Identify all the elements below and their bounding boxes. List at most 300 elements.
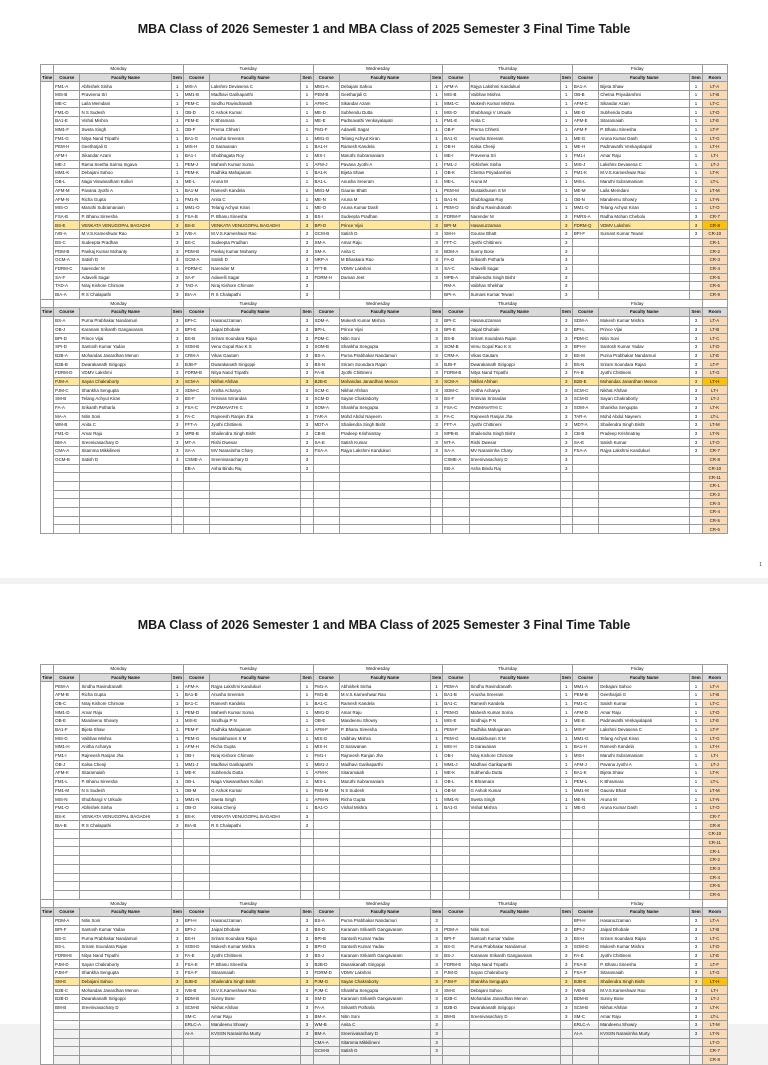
- semester-cell: 3: [171, 264, 183, 273]
- faculty-name-cell: Rajya Lakshmi Kandukuri: [339, 447, 430, 456]
- course-header: Course: [183, 908, 209, 917]
- faculty-name-cell: Satish Kumar: [599, 699, 690, 708]
- time-slot-cell: [41, 82, 54, 299]
- course-code-cell: BS-M: [572, 351, 598, 360]
- semester-cell: 3: [431, 369, 443, 378]
- semester-cell: 1: [431, 177, 443, 186]
- faculty-name-cell: Rama Seetha Sarma Ingava: [80, 160, 171, 169]
- faculty-name-cell: Sunny Bose: [210, 995, 301, 1004]
- course-code-cell: BDM-A: [443, 247, 469, 256]
- semester-cell: 1: [431, 169, 443, 178]
- semester-cell: [690, 1047, 702, 1056]
- faculty-name-cell: Gaurav Bhatt: [599, 786, 690, 795]
- table-row: [41, 717, 728, 726]
- faculty-name-cell: Debajani Sahoo: [80, 169, 171, 178]
- semester-cell: 3: [560, 1012, 572, 1021]
- course-code-cell: [313, 873, 339, 882]
- course-header: Course: [572, 73, 598, 82]
- semester-cell: 1: [301, 134, 313, 143]
- semester-cell: [560, 499, 572, 508]
- faculty-name-cell: Niraj Kishore Chimote: [469, 751, 560, 760]
- course-code-cell: BM-A: [54, 438, 80, 447]
- faculty-name-cell: Pavana Jyothi A: [599, 760, 690, 769]
- course-code-cell: PEM-M: [443, 186, 469, 195]
- course-code-cell: [313, 821, 339, 830]
- course-code-cell: [54, 890, 80, 899]
- faculty-name-cell: Maruthi Subramaniam: [339, 151, 430, 160]
- course-code-cell: FDRM-Q: [572, 221, 598, 230]
- semester-cell: 1: [301, 717, 313, 726]
- day-header-blank: [41, 299, 54, 308]
- course-code-cell: [313, 516, 339, 525]
- room-cell: LT-L: [702, 1012, 727, 1021]
- course-code-cell: BPI-J: [572, 925, 598, 934]
- semester-cell: [431, 864, 443, 873]
- course-code-cell: AFM-K: [54, 769, 80, 778]
- faculty-name-cell: [80, 525, 171, 534]
- course-header: Course: [183, 308, 209, 317]
- semester-cell: 1: [690, 795, 702, 804]
- course-code-cell: BS-N: [572, 360, 598, 369]
- faculty-name-cell: Mukesh Kumar Mishra: [599, 943, 690, 952]
- table-row: [41, 264, 728, 273]
- course-code-cell: BPI-D: [313, 943, 339, 952]
- semester-cell: 3: [171, 369, 183, 378]
- course-code-cell: SPI-D: [54, 343, 80, 352]
- course-code-cell: BPI-D: [313, 221, 339, 230]
- course-code-cell: MPB-B: [183, 429, 209, 438]
- course-code-cell: FSA-C: [443, 403, 469, 412]
- semester-cell: [431, 838, 443, 847]
- course-code-cell: SA-E: [313, 438, 339, 447]
- faculty-name-cell: Laila Memdani: [599, 186, 690, 195]
- course-code-cell: BS-K: [183, 812, 209, 821]
- course-code-cell: [313, 847, 339, 856]
- semester-cell: 1: [431, 204, 443, 213]
- faculty-name-cell: Debajani Sahoo: [469, 986, 560, 995]
- course-code-cell: AFM-N: [54, 195, 80, 204]
- room-cell: CR-3: [702, 499, 727, 508]
- semester-cell: 1: [690, 134, 702, 143]
- faculty-name-cell: K Bhramara: [599, 777, 690, 786]
- semester-cell: 3: [690, 1021, 702, 1030]
- semester-cell: 3: [690, 1029, 702, 1038]
- semester-cell: 3: [171, 969, 183, 978]
- semester-cell: 3: [431, 977, 443, 986]
- semester-cell: 1: [431, 691, 443, 700]
- semester-cell: 1: [171, 117, 183, 126]
- semester-cell: [431, 290, 443, 299]
- semester-cell: [690, 256, 702, 265]
- faculty-name-cell: Mahesh Kumar Soma: [469, 708, 560, 717]
- faculty-name-cell: Anusha Sreeram: [339, 177, 430, 186]
- faculty-name-cell: Rajneesh Ranjan Jha: [339, 751, 430, 760]
- course-code-cell: BIA-A: [183, 290, 209, 299]
- day-header-monday: Monday: [54, 65, 184, 74]
- table-row: [41, 925, 728, 934]
- semester-cell: 3: [171, 995, 183, 1004]
- room-cell: CR-2: [702, 247, 727, 256]
- course-code-cell: AFM-C: [313, 99, 339, 108]
- course-code-cell: SM-A: [313, 238, 339, 247]
- faculty-name-cell: Dwarakanath Sirigoppi: [469, 1003, 560, 1012]
- room-cell: LT-L: [702, 177, 727, 186]
- semester-cell: 3: [301, 325, 313, 334]
- faculty-name-cell: Sweta Singh: [469, 795, 560, 804]
- sem-header: Sem: [302, 74, 312, 80]
- faculty-name-cell: Sayan Chakraborty: [80, 377, 171, 386]
- course-header: Course: [572, 673, 598, 682]
- faculty-name-cell: [80, 838, 171, 847]
- course-code-cell: CSME-A: [183, 455, 209, 464]
- semester-cell: 3: [690, 212, 702, 221]
- faculty-name-cell: Shubhagata Roy: [469, 195, 560, 204]
- semester-cell: 3: [431, 1038, 443, 1047]
- course-code-cell: [572, 499, 598, 508]
- faculty-name-cell: [469, 830, 560, 839]
- faculty-name-cell: Maruthi Subramaniam: [80, 204, 171, 213]
- day-header-thursday: Thursday: [443, 299, 573, 308]
- semester-cell: 3: [171, 230, 183, 239]
- day-header-monday: Monday: [54, 299, 184, 308]
- faculty-name-cell: Vishal Mishra: [339, 804, 430, 813]
- course-code-cell: BM-B: [443, 1012, 469, 1021]
- faculty-name-cell: P. Bhanu Sireesha: [80, 777, 171, 786]
- faculty-header: Faculty Name: [210, 308, 301, 317]
- table-row: [41, 256, 728, 265]
- course-code-cell: PEM-J: [183, 160, 209, 169]
- semester-cell: 1: [301, 725, 313, 734]
- faculty-name-cell: Sitaramaiah: [599, 969, 690, 978]
- course-code-cell: BA1-N: [443, 195, 469, 204]
- semester-cell: 1: [431, 725, 443, 734]
- semester-cell: 3: [301, 256, 313, 265]
- faculty-name-cell: [599, 473, 690, 482]
- course-code-cell: CSME-A: [443, 455, 469, 464]
- semester-cell: 3: [171, 282, 183, 291]
- semester-cell: 3: [171, 438, 183, 447]
- faculty-name-cell: Sitaramaiah: [599, 117, 690, 126]
- semester-cell: 3: [560, 238, 572, 247]
- semester-cell: 1: [431, 751, 443, 760]
- faculty-name-cell: [339, 516, 430, 525]
- course-code-cell: [572, 508, 598, 517]
- course-code-cell: MM1-M: [313, 186, 339, 195]
- faculty-name-cell: Nikhat Afshan: [210, 1003, 301, 1012]
- semester-cell: 3: [171, 812, 183, 821]
- faculty-name-cell: [80, 508, 171, 517]
- semester-cell: 1: [560, 699, 572, 708]
- semester-cell: 1: [301, 743, 313, 752]
- semester-cell: [560, 864, 572, 873]
- faculty-name-cell: [210, 473, 301, 482]
- course-code-cell: IVB-A: [54, 230, 80, 239]
- course-code-cell: PEM-F: [183, 725, 209, 734]
- semester-cell: 1: [560, 743, 572, 752]
- semester-cell: [171, 1038, 183, 1047]
- course-code-cell: IVB-B: [572, 986, 598, 995]
- course-header: Course: [443, 673, 469, 682]
- room-cell: LT-J: [702, 160, 727, 169]
- semester-cell: [431, 525, 443, 534]
- course-code-cell: ME-M: [572, 186, 598, 195]
- course-code-cell: [313, 482, 339, 491]
- table-row: [41, 525, 728, 534]
- table-row: [41, 316, 728, 325]
- course-code-cell: SOM-B: [313, 343, 339, 352]
- course-code-cell: [572, 1038, 598, 1047]
- semester-cell: 1: [301, 186, 313, 195]
- day-header-blank: [41, 665, 54, 674]
- faculty-name-cell: Sindhu Ravindranath: [210, 99, 301, 108]
- semester-cell: 3: [431, 403, 443, 412]
- course-code-cell: FA-E: [183, 951, 209, 960]
- semester-cell: 3: [301, 1029, 313, 1038]
- course-code-cell: [313, 490, 339, 499]
- semester-cell: 1: [171, 734, 183, 743]
- semester-cell: [560, 821, 572, 830]
- sem-header: Sem: [561, 674, 571, 680]
- faculty-name-cell: Santosh Kumar Yadav: [469, 934, 560, 943]
- semester-cell: 3: [560, 995, 572, 1004]
- faculty-name-cell: Nitya Nand Tripathi: [80, 134, 171, 143]
- semester-cell: 1: [301, 708, 313, 717]
- faculty-name-cell: [80, 1012, 171, 1021]
- faculty-name-cell: Geetharjali G: [80, 143, 171, 152]
- semester-cell: 3: [690, 438, 702, 447]
- semester-cell: [690, 1055, 702, 1064]
- course-code-cell: BS-D: [313, 925, 339, 934]
- course-code-cell: PJM-D: [54, 960, 80, 969]
- faculty-name-cell: [599, 482, 690, 491]
- semester-cell: 1: [690, 117, 702, 126]
- course-code-cell: [54, 873, 80, 882]
- faculty-name-cell: [80, 482, 171, 491]
- faculty-name-cell: Sreenivasachary D: [469, 455, 560, 464]
- faculty-name-cell: Karanam Srikanth Gangavaram: [80, 325, 171, 334]
- faculty-name-cell: [469, 856, 560, 865]
- faculty-name-cell: [599, 238, 690, 247]
- faculty-name-cell: Dwarakanath Sirigoppi: [469, 360, 560, 369]
- semester-cell: 3: [171, 247, 183, 256]
- course-code-cell: MIS-F: [572, 725, 598, 734]
- course-code-cell: FSA-F: [572, 969, 598, 978]
- course-code-cell: FFT-B: [313, 264, 339, 273]
- table-row: [41, 108, 728, 117]
- semester-cell: 1: [301, 108, 313, 117]
- faculty-header: Faculty Name: [80, 673, 171, 682]
- room-cell: LT-A: [702, 682, 727, 691]
- course-code-cell: [443, 890, 469, 899]
- faculty-name-cell: Radhika Mahajanam: [210, 169, 301, 178]
- course-code-cell: FDRM-C: [54, 264, 80, 273]
- faculty-name-cell: Jyothi Chittineni: [210, 951, 301, 960]
- faculty-header: Faculty Name: [599, 673, 690, 682]
- faculty-name-cell: Shubhagata Roy: [210, 151, 301, 160]
- course-code-cell: [572, 873, 598, 882]
- faculty-name-cell: [210, 838, 301, 847]
- semester-cell: 3: [431, 916, 443, 925]
- semester-cell: 3: [301, 429, 313, 438]
- semester-cell: 3: [690, 403, 702, 412]
- semester-cell: 1: [171, 177, 183, 186]
- semester-cell: 1: [301, 769, 313, 778]
- semester-cell: 1: [171, 743, 183, 752]
- course-code-cell: [54, 508, 80, 517]
- semester-cell: [431, 830, 443, 839]
- faculty-name-cell: [469, 821, 560, 830]
- room-cell: CR-7: [702, 812, 727, 821]
- faculty-name-cell: Jyothi Chittineni: [469, 238, 560, 247]
- course-code-cell: FM1-I: [313, 751, 339, 760]
- course-code-cell: [183, 525, 209, 534]
- faculty-name-cell: Satish D: [210, 256, 301, 265]
- course-code-cell: MM1-A: [313, 82, 339, 91]
- course-code-cell: [443, 830, 469, 839]
- course-code-cell: FM1-I: [572, 151, 598, 160]
- course-code-cell: [183, 856, 209, 865]
- faculty-name-cell: Bijeta Shaw: [599, 82, 690, 91]
- faculty-name-cell: MV Narasimha Chary: [469, 447, 560, 456]
- course-code-cell: [572, 847, 598, 856]
- faculty-name-cell: D Saravanan: [469, 743, 560, 752]
- semester-cell: [560, 1038, 572, 1047]
- room-cell: CR-10: [702, 830, 727, 839]
- semester-cell: 3: [171, 447, 183, 456]
- course-code-cell: BA1-K: [572, 769, 598, 778]
- faculty-name-cell: Bijeta Shaw: [599, 769, 690, 778]
- course-code-cell: ME-J: [54, 160, 80, 169]
- faculty-name-cell: Rajya Lakshmi Kandukuri: [599, 447, 690, 456]
- room-cell: CR-4: [702, 873, 727, 882]
- semester-cell: 1: [431, 760, 443, 769]
- faculty-name-cell: Hasanuzzaman: [469, 316, 560, 325]
- semester-cell: 3: [431, 969, 443, 978]
- semester-cell: [431, 499, 443, 508]
- semester-cell: [690, 864, 702, 873]
- semester-cell: 3: [560, 221, 572, 230]
- course-code-cell: BS-J: [313, 951, 339, 960]
- course-code-cell: AFM-E: [572, 117, 598, 126]
- course-code-cell: FA-A: [313, 1003, 339, 1012]
- faculty-name-cell: Aruna Kumar Dash: [599, 804, 690, 813]
- room-cell: LT-L: [702, 777, 727, 786]
- semester-cell: 1: [171, 160, 183, 169]
- table-row: [41, 873, 728, 882]
- course-code-cell: BA1-B: [443, 691, 469, 700]
- course-code-cell: MM1-C: [443, 99, 469, 108]
- course-code-cell: B2B-D: [313, 960, 339, 969]
- semester-cell: 3: [560, 273, 572, 282]
- faculty-name-cell: Sitamma Mikkilineni: [80, 447, 171, 456]
- sem-header: Sem: [302, 674, 312, 680]
- semester-cell: 1: [301, 682, 313, 691]
- course-code-cell: BS-A: [313, 916, 339, 925]
- course-code-cell: BA1-G: [443, 134, 469, 143]
- semester-cell: 3: [301, 438, 313, 447]
- faculty-name-cell: [210, 482, 301, 491]
- semester-cell: 3: [431, 943, 443, 952]
- faculty-name-cell: Anita C: [80, 421, 171, 430]
- semester-cell: 3: [171, 290, 183, 299]
- course-code-cell: MIS-J: [572, 160, 598, 169]
- course-code-cell: [572, 455, 598, 464]
- table-row: [41, 473, 728, 482]
- faculty-name-cell: [469, 1047, 560, 1056]
- course-code-cell: MM1-O: [572, 204, 598, 213]
- faculty-name-cell: Rajya Lakshmi Kandukuri: [210, 682, 301, 691]
- course-code-cell: MM1-J: [313, 760, 339, 769]
- faculty-name-cell: [339, 282, 430, 291]
- semester-cell: 1: [690, 125, 702, 134]
- course-code-cell: OB-J: [54, 760, 80, 769]
- course-code-cell: MIS-G: [54, 734, 80, 743]
- course-code-cell: [183, 890, 209, 899]
- course-code-cell: MIS-L: [572, 177, 598, 186]
- course-code-cell: [313, 525, 339, 534]
- semester-cell: 3: [171, 916, 183, 925]
- faculty-name-cell: Jaipal Dhobale: [210, 325, 301, 334]
- course-code-cell: OB-K: [443, 169, 469, 178]
- semester-cell: 1: [301, 82, 313, 91]
- faculty-name-cell: [80, 516, 171, 525]
- course-code-cell: AFM-C: [572, 99, 598, 108]
- course-code-cell: [183, 1038, 209, 1047]
- semester-cell: 3: [171, 1003, 183, 1012]
- room-cell: LT-A: [702, 316, 727, 325]
- course-code-cell: FFT-A: [443, 421, 469, 430]
- semester-cell: 3: [301, 369, 313, 378]
- semester-cell: 1: [301, 117, 313, 126]
- semester-cell: 1: [431, 717, 443, 726]
- semester-cell: 3: [301, 351, 313, 360]
- day-header-monday: Monday: [54, 899, 184, 908]
- course-code-cell: [572, 482, 598, 491]
- course-code-cell: [443, 1047, 469, 1056]
- semester-cell: [301, 882, 313, 891]
- faculty-name-cell: [210, 1047, 301, 1056]
- course-code-cell: SM-E: [443, 986, 469, 995]
- course-code-cell: BJB-E: [572, 977, 598, 986]
- semester-cell: 1: [431, 143, 443, 152]
- semester-cell: 1: [560, 134, 572, 143]
- course-code-cell: BA1-C: [183, 699, 209, 708]
- faculty-name-cell: Shankha Sengupta: [339, 403, 430, 412]
- faculty-name-cell: Nitin Soni: [339, 334, 430, 343]
- day-header-wednesday: Wednesday: [313, 665, 443, 674]
- faculty-name-cell: Mohandas Janardhan Menon: [469, 995, 560, 1004]
- semester-cell: 3: [171, 403, 183, 412]
- semester-cell: 1: [301, 204, 313, 213]
- course-code-cell: FSA-E: [183, 960, 209, 969]
- faculty-name-cell: Pradeep Krishnatray: [599, 429, 690, 438]
- semester-cell: 1: [301, 143, 313, 152]
- semester-cell: 1: [560, 795, 572, 804]
- table-row: [41, 169, 728, 178]
- course-code-cell: MIS-L: [313, 777, 339, 786]
- semester-cell: 1: [690, 751, 702, 760]
- table-row: [41, 977, 728, 986]
- course-code-cell: RM-A: [443, 282, 469, 291]
- semester-cell: 3: [690, 447, 702, 456]
- semester-cell: 1: [171, 134, 183, 143]
- faculty-name-cell: Jyothi Chittineni: [469, 421, 560, 430]
- course-code-cell: SA-A: [443, 447, 469, 456]
- table-row: [41, 777, 728, 786]
- course-code-cell: FM1-A: [313, 682, 339, 691]
- faculty-name-cell: [339, 455, 430, 464]
- semester-cell: 1: [690, 82, 702, 91]
